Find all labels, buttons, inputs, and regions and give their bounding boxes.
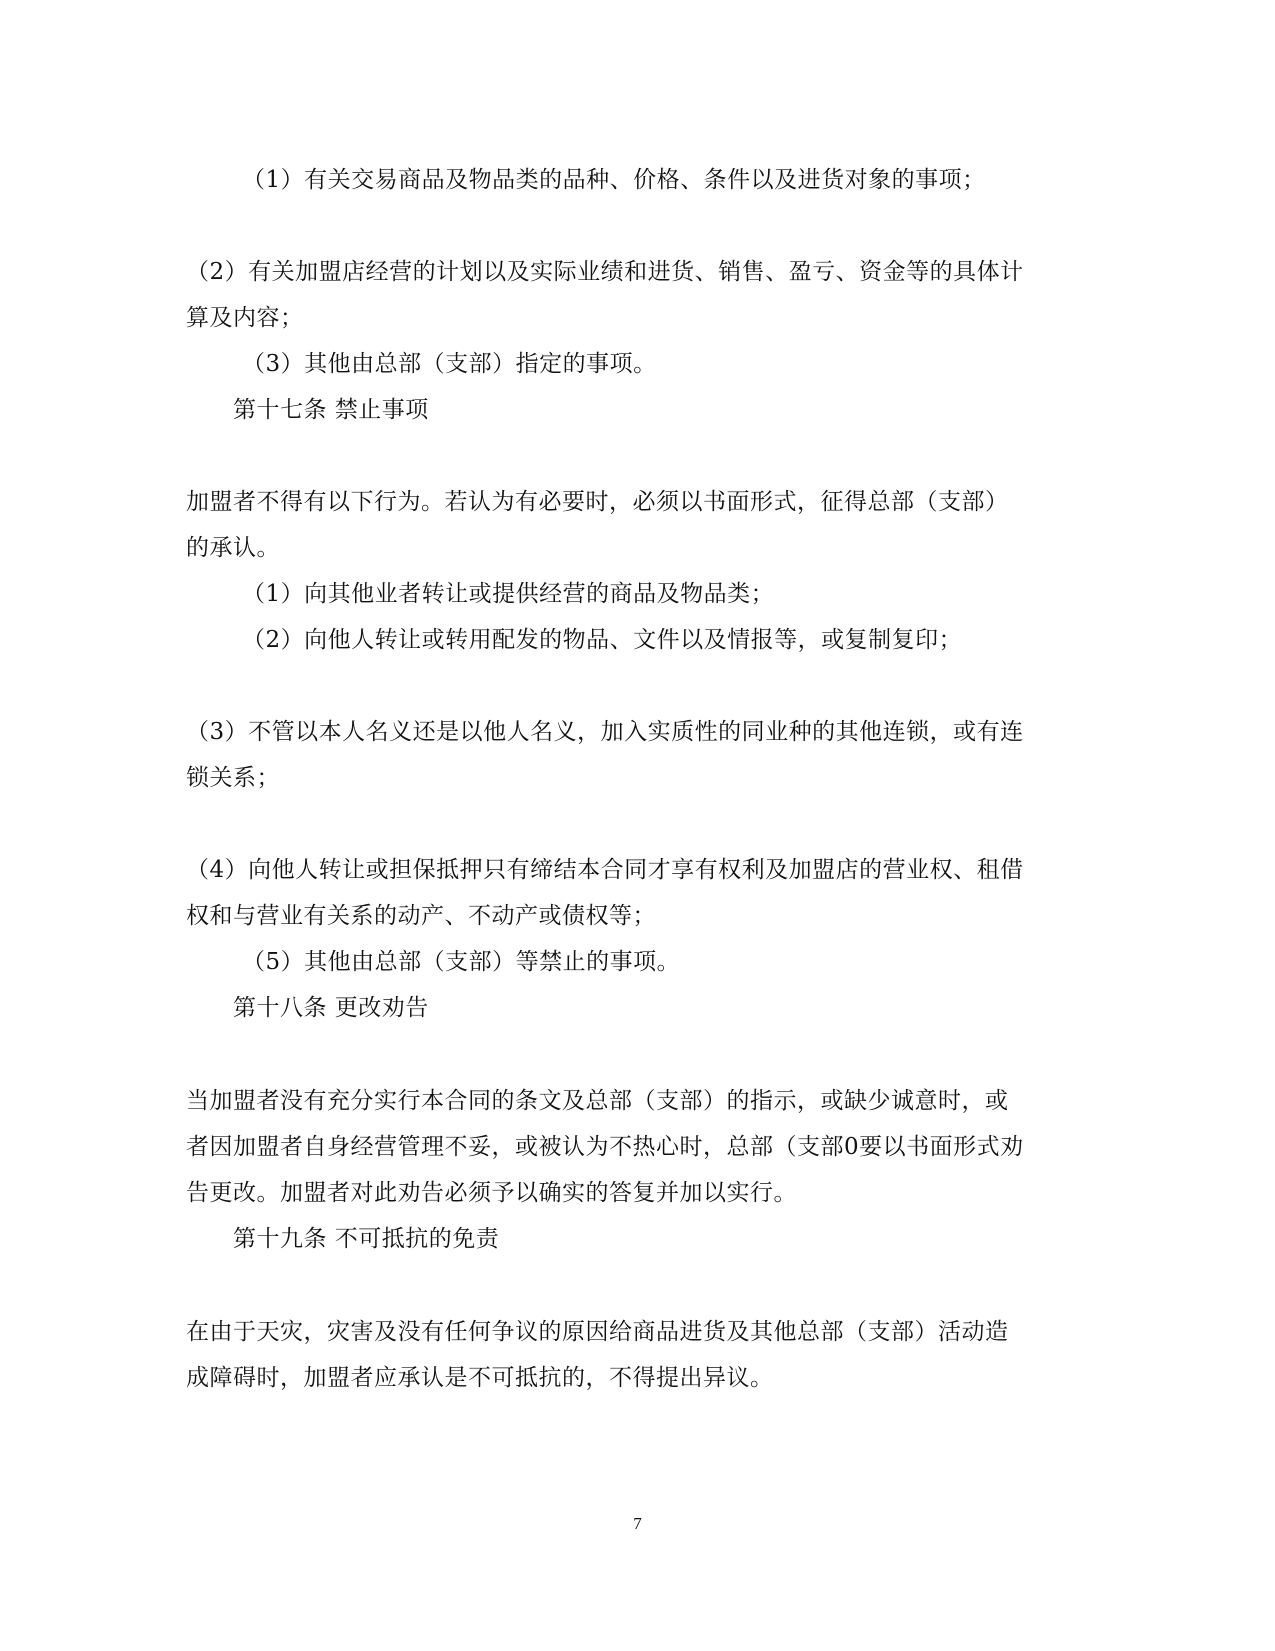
- article-19-body-line-1: 在由于天灾，灾害及没有任何争议的原因给商品进货及其他总部（支部）活动造: [186, 1319, 1009, 1345]
- prohibition-item-2: （2）向他人转让或转用配发的物品、文件以及情报等，或复制复印；: [242, 627, 963, 653]
- article-18-body-line-3: 告更改。加盟者对此劝告必须予以确实的答复并加以实行。: [186, 1180, 797, 1206]
- prohibition-item-5: （5）其他由总部（支部）等禁止的事项。: [242, 949, 681, 975]
- clause-item-3: （3）其他由总部（支部）指定的事项。: [242, 351, 657, 377]
- page-number: 7: [633, 1514, 642, 1533]
- clause-item-2-line-2: 算及内容；: [186, 305, 304, 331]
- article-17-intro-line-1: 加盟者不得有以下行为。若认为有必要时，必须以书面形式，征得总部（支部）: [186, 489, 1009, 515]
- article-19-heading: 第十九条 不可抵抗的免责: [233, 1226, 500, 1252]
- prohibition-item-3-line-1: （3）不管以本人名义还是以他人名义，加入实质性的同业种的其他连锁，或有连: [186, 719, 1024, 745]
- article-17-intro-line-2: 的承认。: [186, 535, 280, 561]
- clause-item-2-line-1: （2）有关加盟店经营的计划以及实际业绩和进货、销售、盈亏、资金等的具体计: [186, 259, 1024, 285]
- prohibition-item-3-line-2: 锁关系；: [186, 765, 280, 791]
- prohibition-item-4-line-2: 权和与营业有关系的动产、不动产或债权等；: [186, 903, 656, 929]
- clause-item-1: （1）有关交易商品及物品类的品种、价格、条件以及进货对象的事项；: [242, 167, 986, 193]
- prohibition-item-1: （1）向其他业者转让或提供经营的商品及物品类；: [242, 581, 775, 607]
- article-17-heading: 第十七条 禁止事项: [233, 397, 429, 423]
- prohibition-item-4-line-1: （4）向他人转让或担保抵押只有缔结本合同才享有权利及加盟店的营业权、租借: [186, 857, 1024, 883]
- article-18-heading: 第十八条 更改劝告: [233, 995, 429, 1021]
- article-18-body-line-2: 者因加盟者自身经营管理不妥，或被认为不热心时，总部（支部0要以书面形式劝: [186, 1134, 1024, 1160]
- article-19-body-line-2: 成障碍时，加盟者应承认是不可抵抗的，不得提出异议。: [186, 1365, 774, 1391]
- article-18-body-line-1: 当加盟者没有充分实行本合同的条文及总部（支部）的指示，或缺少诚意时，或: [186, 1088, 1009, 1114]
